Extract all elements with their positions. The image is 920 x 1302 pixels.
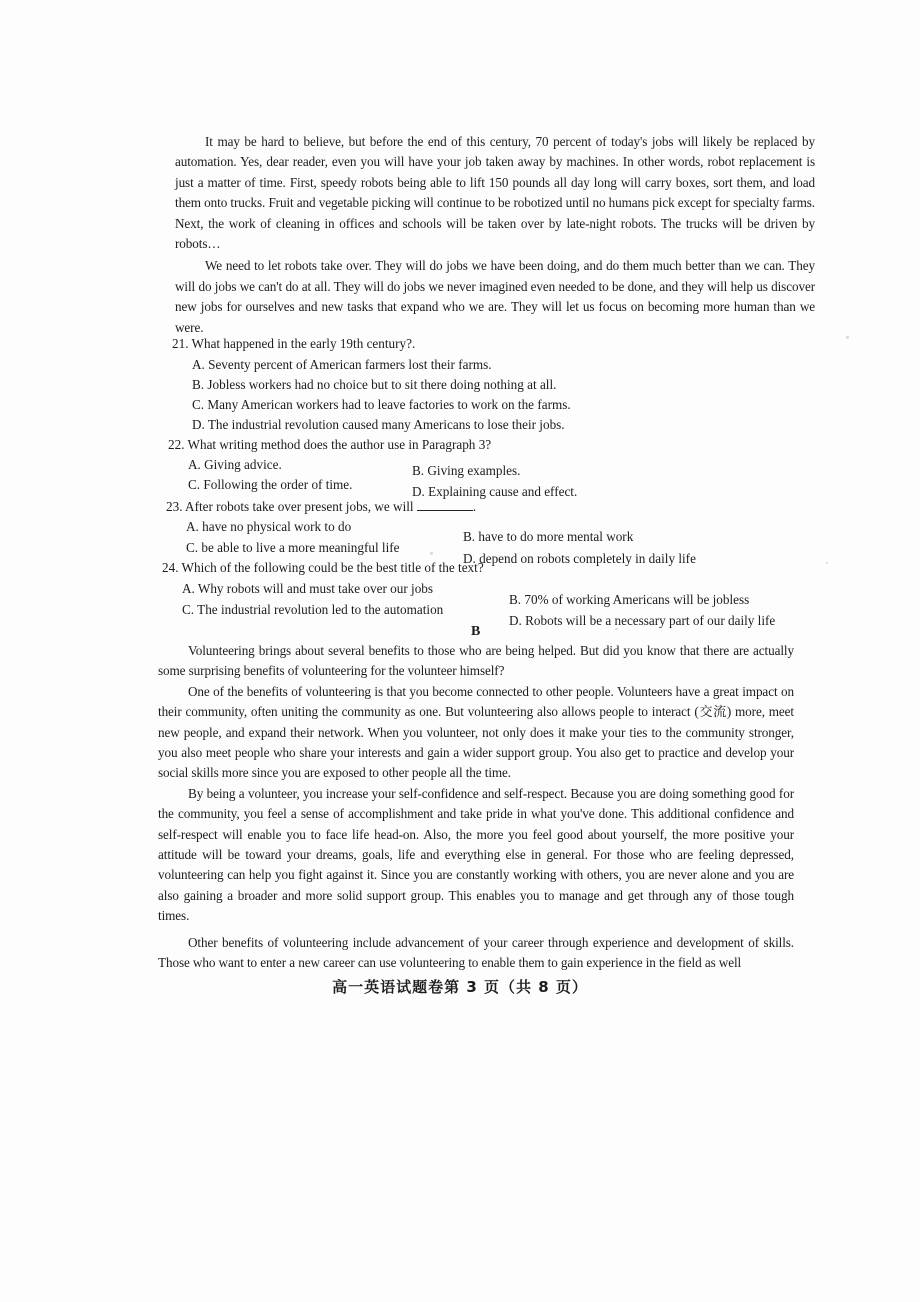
question-24-option-b: B. 70% of working Americans will be jobless	[509, 592, 750, 607]
question-23-option-b: B. have to do more mental work	[463, 529, 634, 544]
question-24-option-c: C. The industrial revolution led to the automation	[182, 602, 444, 617]
question-21-option-d: D. The industrial revolution caused many Americans to lose their jobs.	[192, 417, 565, 432]
passage-b-paragraph-3: By being a volunteer, you increase your self-confidence and self-respect. Because you are doing something good for the community, you feel a sense of accomplishment and take pride in what you've done. This additional confidence and self-respect will enable you to face life head-on. Also, the more you feel good about yourself, the more positive your attitude will be toward your dreams, goals, life and everything else in general. For those who are feeling depressed, volunteering can help you fight against it. Since you are constantly working with others, you are never alone and you are also gaining a broader and more solid support group. This enables you to manage and get through any of those tough times.	[158, 785, 794, 924]
question-23-stem	[166, 497, 476, 517]
question-24-stem: 24. Which of the following could be the best title of the text?	[162, 560, 484, 575]
scan-speck	[846, 336, 849, 339]
passage-b-paragraph-1: Volunteering brings about several benefits to those who are being helped. But did you know that there are actually some surprising benefits of volunteering for the volunteer himself?	[158, 643, 794, 679]
question-22-option-b: B. Giving examples.	[412, 463, 521, 478]
answer-blank	[417, 498, 473, 511]
question-21-option-c: C. Many American workers had to leave factories to work on the farms.	[192, 397, 571, 412]
question-23-stem-end: .	[472, 499, 477, 514]
question-22-option-d: D. Explaining cause and effect.	[412, 484, 578, 499]
scan-speck	[430, 552, 433, 555]
question-23-stem-text: 23. After robots take over present jobs, we will	[166, 499, 414, 514]
passage-b-paragraph-4: Other benefits of volunteering include advancement of your career through experience and development of skills. Those who want to enter a new career can use volunteering to enable them to gain experience in the field as well	[158, 934, 794, 971]
question-24-option-a: A. Why robots will and must take over our jobs	[182, 581, 434, 596]
question-24-option-d: D. Robots will be a necessary part of our daily life	[509, 613, 776, 628]
question-23-option-c: C. be able to live a more meaningful life	[186, 540, 400, 555]
scan-speck	[826, 562, 828, 564]
passage-a-paragraph-1: It may be hard to believe, but before the end of this century, 70 percent of today's jobs will likely be replaced by automation. Yes, dear reader, even you will have your job taken away by machines. In other words, robot replacement is just a matter of time. First, speedy robots being able to lift 150 pounds all day long will carry boxes, sort them, and load them onto trucks. Fruit and vegetable picking will continue to be robotized until no humans pick except for specialty farms. Next, the work of cleaning in offices and schools will be taken over by late-night robots. The trucks will be driven by robots…	[175, 134, 815, 252]
question-23-option-d: D. depend on robots completely in daily life	[463, 551, 696, 566]
question-21-option-b: B. Jobless workers had no choice but to sit there doing nothing at all.	[192, 377, 557, 392]
question-22-stem: 22. What writing method does the author use in Paragraph 3?	[168, 437, 492, 452]
section-b-heading: B	[471, 624, 481, 639]
scan-speck	[615, 628, 618, 630]
passage-b-paragraph-2: One of the benefits of volunteering is that you become connected to other people. Volunteers have a great impact on their community, often uniting the community as one. But volunteering also allows people to interact (交流) more, meet new people, and expand their network. When you volunteer, not only does it make your ties to the community stronger, you also meet people who share your interests and gain a wider support group. You also get to practice and develop your social skills more since you are exposed to other people all the time.	[158, 683, 794, 781]
question-22-option-a: A. Giving advice.	[188, 457, 282, 472]
question-23-option-a: A. have no physical work to do	[186, 519, 352, 534]
passage-b	[158, 641, 794, 974]
question-22-option-c: C. Following the order of time.	[188, 477, 353, 492]
page-footer: 高一英语试题卷第 3 页（共 8 页）	[332, 978, 588, 996]
passage-a-paragraph-2: We need to let robots take over. They will do jobs we have been doing, and do them much better than we can. They will do jobs we can't do at all. They will do jobs we never imagined even needed to be done, and they will help us discover new jobs for ourselves and new tasks that expand who we are. They will let us focus on becoming more human than we were.	[175, 258, 815, 335]
passage-a	[175, 132, 815, 338]
question-21-stem: 21. What happened in the early 19th century?.	[172, 336, 416, 351]
question-21-option-a: A. Seventy percent of American farmers lost their farms.	[192, 357, 492, 372]
